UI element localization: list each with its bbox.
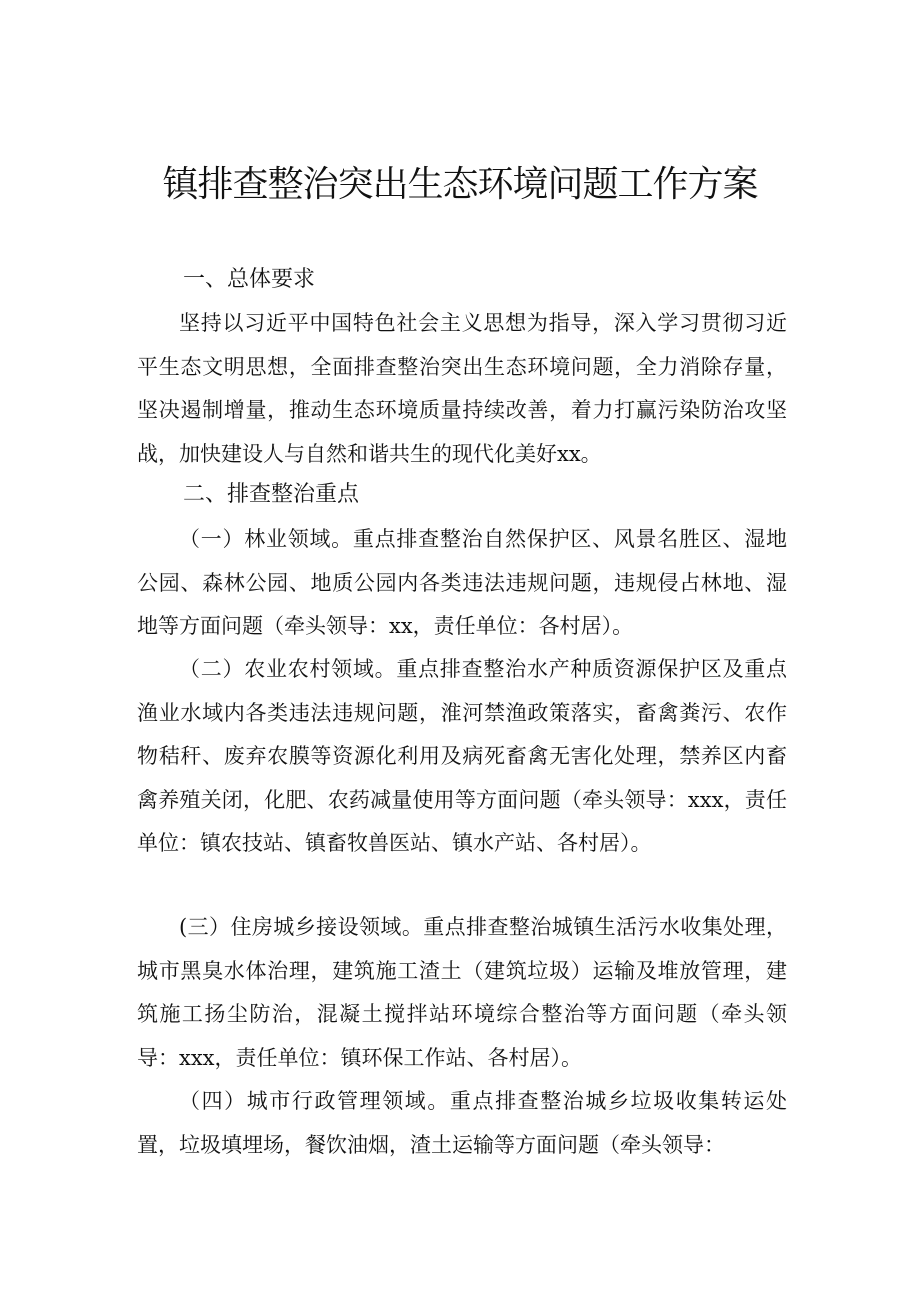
paragraph-agriculture: （二）农业农村领域。重点排查整治水产种质资源保护区及重点渔业水域内各类违法违规问题，淮河禁渔政策落实，畜禽粪污、农作物秸秆、废弃农膜等资源化利用及病死畜禽无害化处理，禁养区内畜禽养殖关闭，化肥、农药减量使用等方面问题（牵头领导：xxx，责任单位：镇农技站、镇畜牧兽医站、镇水产站、各村居）。 bbox=[137, 657, 787, 855]
paragraph-forestry: （一）林业领域。重点排查整治自然保护区、风景名胜区、湿地公园、森林公园、地质公园内各类违法违规问题，违规侵占林地、湿地等方面问题（牵头领导：xx，责任单位：各村居）。 bbox=[137, 527, 787, 638]
section-heading-key-areas: 二、排查整治重点 bbox=[183, 482, 360, 507]
document-title: 镇排查整治突出生态环境问题工作方案 bbox=[162, 164, 758, 205]
paragraph-housing-construction: (三）住房城乡接设领域。重点排查整治城镇生活污水收集处理，城市黑臭水体治理，建筑施工渣土（建筑垃圾）运输及堆放管理，建筑施工扬尘防治，混凝土搅拌站环境综合整治等方面问题（牵头领导：xxx，责任单位：镇环保工作站、各村居）。 bbox=[137, 915, 787, 1070]
paragraph-urban-management: （四）城市行政管理领域。重点排查整治城乡垃圾收集转运处置，垃圾填埋场，餐饮油烟，渣土运输等方面问题（牵头领导： bbox=[137, 1089, 787, 1157]
section-heading-general-requirements: 一、总体要求 bbox=[183, 267, 316, 292]
paragraph-general-requirements: 坚持以习近平中国特色社会主义思想为指导，深入学习贯彻习近平生态文明思想，全面排查整治突出生态环境问题，全力消除存量，坚决遏制增量，推动生态环境质量持续改善，着力打赢污染防治攻坚战，加快建设人与自然和谐共生的现代化美好xx。 bbox=[137, 311, 787, 466]
